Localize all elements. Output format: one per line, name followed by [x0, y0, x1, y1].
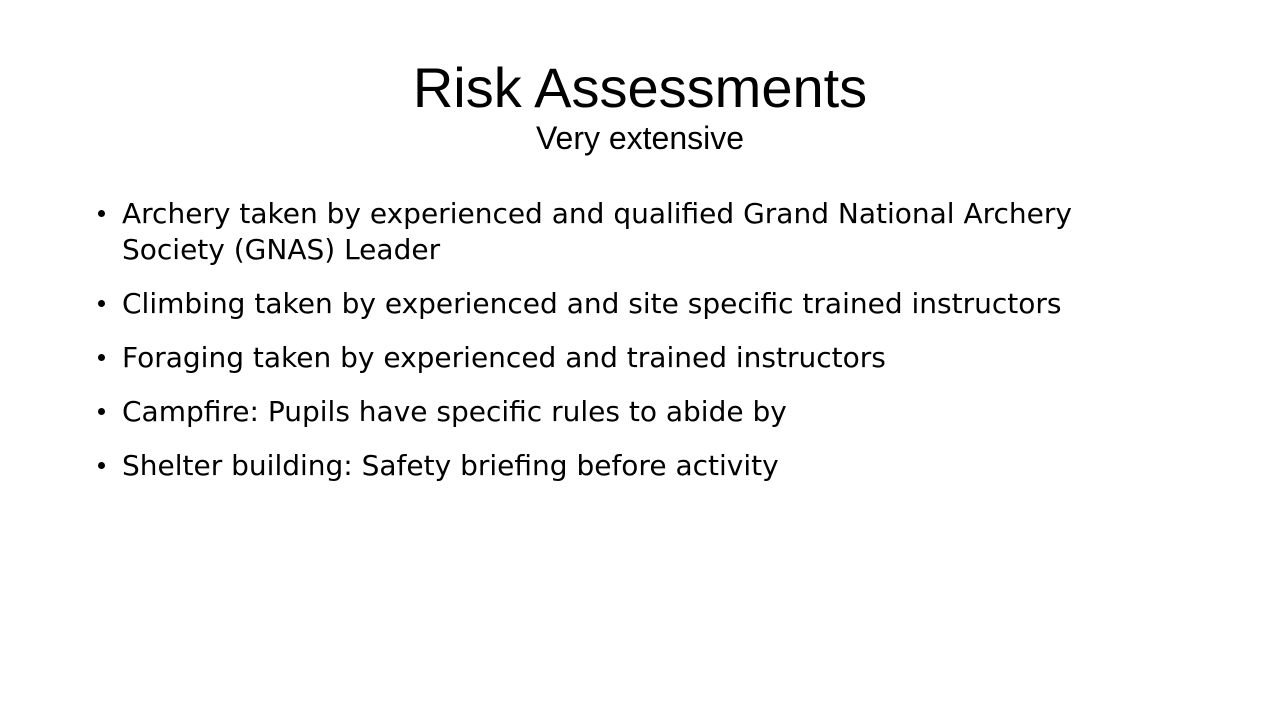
- bullet-dot-icon: [98, 354, 105, 361]
- bullet-item-foraging: [98, 340, 1178, 376]
- bullet-dot-icon: [98, 462, 105, 469]
- bullet-item-campfire: [98, 394, 1178, 430]
- bullet-dot-icon: [98, 300, 105, 307]
- bullet-text: Archery taken by experienced and qualified Grand National Archery Society (GNAS) Leader: [122, 197, 1072, 266]
- bullet-item-shelter: [98, 448, 1178, 484]
- bullet-text: Foraging taken by experienced and trained instructors: [122, 341, 886, 374]
- slide-title: Risk Assessments: [412, 56, 868, 119]
- slide-subtitle: Very extensive: [535, 120, 745, 156]
- bullet-dot-icon: [98, 408, 105, 415]
- bullet-text: Shelter building: Safety briefing before activity: [122, 449, 779, 482]
- title-block: [0, 56, 1280, 156]
- bullet-text: Campfire: Pupils have specific rules to abide by: [122, 395, 787, 428]
- bullet-dot-icon: [98, 210, 105, 217]
- bullet-list: [98, 196, 1178, 502]
- bullet-item-archery: [98, 196, 1178, 268]
- bullet-item-climbing: [98, 286, 1178, 322]
- bullet-text: Climbing taken by experienced and site specific trained instructors: [122, 287, 1062, 320]
